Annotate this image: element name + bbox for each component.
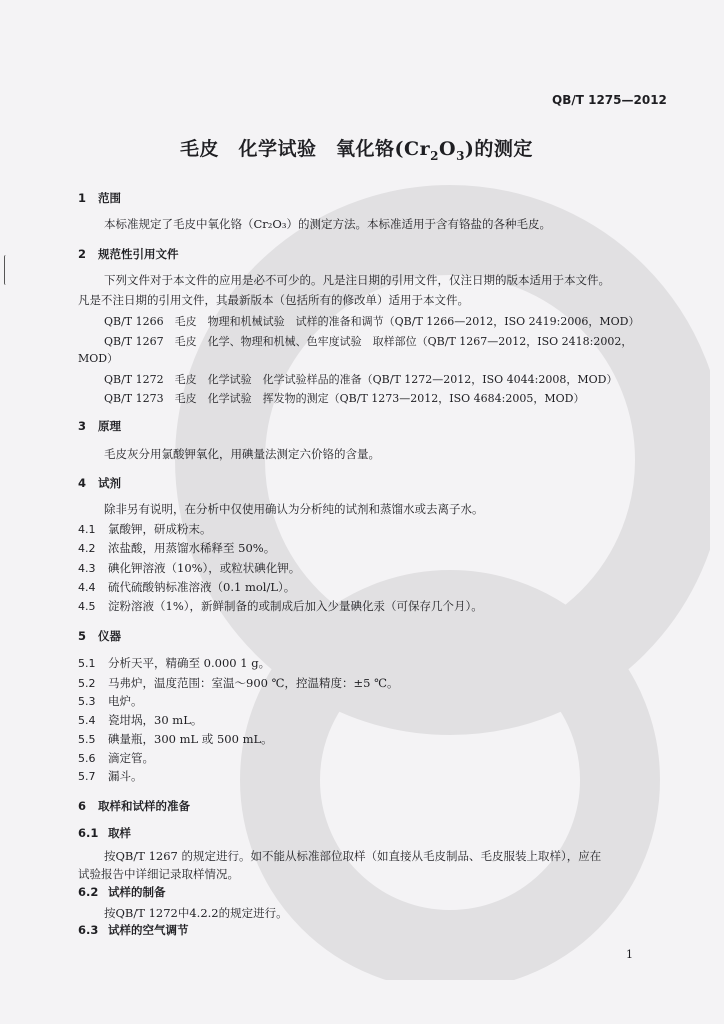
page-title: 毛皮 化学试验 氧化铬$(Cr_2O_3)$的测定 [180, 138, 533, 163]
page-number: 1 [626, 948, 633, 961]
section-heading-6: 6 取样和试样的准备 [78, 799, 190, 813]
section-heading-5: 5 仪器 [78, 629, 121, 643]
reference-4: QB/T 1273 毛皮 化学试验 挥发物的测定（QB/T 1273—2012，ISO 4684:2005，MOD） [104, 392, 585, 405]
subsection-heading-6-3: 6.3 试样的空气调节 [78, 923, 189, 937]
reagent-item-3: 4.3 碘化钾溶液（10%），或粒状碘化钾。 [78, 561, 301, 575]
reagent-item-2: 4.2 浓盐酸，用蒸馏水稀释至 50%。 [78, 541, 276, 555]
instrument-item-7: 5.7 漏斗。 [78, 769, 143, 783]
subsection-6-2-text: 按QB/T 1272中4.2.2的规定进行。 [104, 906, 288, 920]
section-3-paragraph: 毛皮灰分用氯酸钾氧化，用碘量法测定六价铬的含量。 [104, 447, 380, 461]
subsection-heading-6-2: 6.2 试样的制备 [78, 885, 166, 899]
reagent-item-1: 4.1 氯酸钾，研成粉末。 [78, 522, 212, 536]
title-text-suffix: 的测定 [474, 138, 533, 160]
section-heading-2: 2 规范性引用文件 [78, 247, 179, 261]
section-heading-4: 4 试剂 [78, 476, 121, 490]
reagent-item-4: 4.4 硫代硫酸钠标准溶液（0.1 mol/L）。 [78, 580, 296, 594]
subsection-6-1-line2: 试验报告中详细记录取样情况。 [78, 867, 239, 881]
instrument-item-2: 5.2 马弗炉，温度范围：室温～900 ℃，控温精度：±5 ℃。 [78, 676, 399, 690]
scan-edge-mark [4, 255, 8, 285]
standard-code: QB/T 1275—2012 [552, 93, 667, 107]
instrument-item-1: 5.1 分析天平，精确至 0.000 1 g。 [78, 656, 271, 670]
title-text: 毛皮 化学试验 氧化铬 [180, 138, 395, 160]
section-heading-1: 1 范围 [78, 191, 121, 205]
section-heading-3: 3 原理 [78, 419, 121, 433]
instrument-item-6: 5.6 滴定管。 [78, 751, 154, 765]
instrument-item-4: 5.4 瓷坩埚，30 mL。 [78, 713, 203, 727]
reference-2: QB/T 1267 毛皮 化学、物理和机械、色牢度试验 取样部位（QB/T 1267—2012，ISO 2418:2002， [104, 335, 633, 348]
subsection-6-1-line1: 按QB/T 1267 的规定进行。如不能从标准部位取样（如直接从毛皮制品、毛皮服装上取样），应在 [104, 849, 602, 863]
reagent-item-5: 4.5 淀粉溶液（1%），新鲜制备的或制成后加入少量碘化汞（可保存几个月）。 [78, 599, 483, 613]
reference-3: QB/T 1272 毛皮 化学试验 化学试验样品的准备（QB/T 1272—2012，ISO 4044:2008，MOD） [104, 373, 618, 386]
subsection-heading-6-1: 6.1 取样 [78, 826, 131, 840]
section-1-paragraph: 本标准规定了毛皮中氧化铬（Cr₂O₃）的测定方法。本标准适用于含有铬盐的各种毛皮。 [104, 217, 551, 231]
instrument-item-5: 5.5 碘量瓶，300 mL 或 500 mL。 [78, 732, 273, 746]
instrument-item-3: 5.3 电炉。 [78, 694, 143, 708]
reference-1: QB/T 1266 毛皮 物理和机械试验 试样的准备和调节（QB/T 1266—2012，ISO 2419:2006，MOD） [104, 315, 640, 328]
section-2-paragraph-line1: 下列文件对于本文件的应用是必不可少的。凡是注日期的引用文件，仅注日期的版本适用于本文件。 [104, 273, 610, 287]
section-2-paragraph-line2: 凡是不注日期的引用文件，其最新版本（包括所有的修改单）适用于本文件。 [78, 293, 469, 307]
reference-2-cont: MOD） [78, 352, 119, 365]
section-4-paragraph: 除非另有说明，在分析中仅使用确认为分析纯的试剂和蒸馏水或去离子水。 [104, 502, 484, 516]
